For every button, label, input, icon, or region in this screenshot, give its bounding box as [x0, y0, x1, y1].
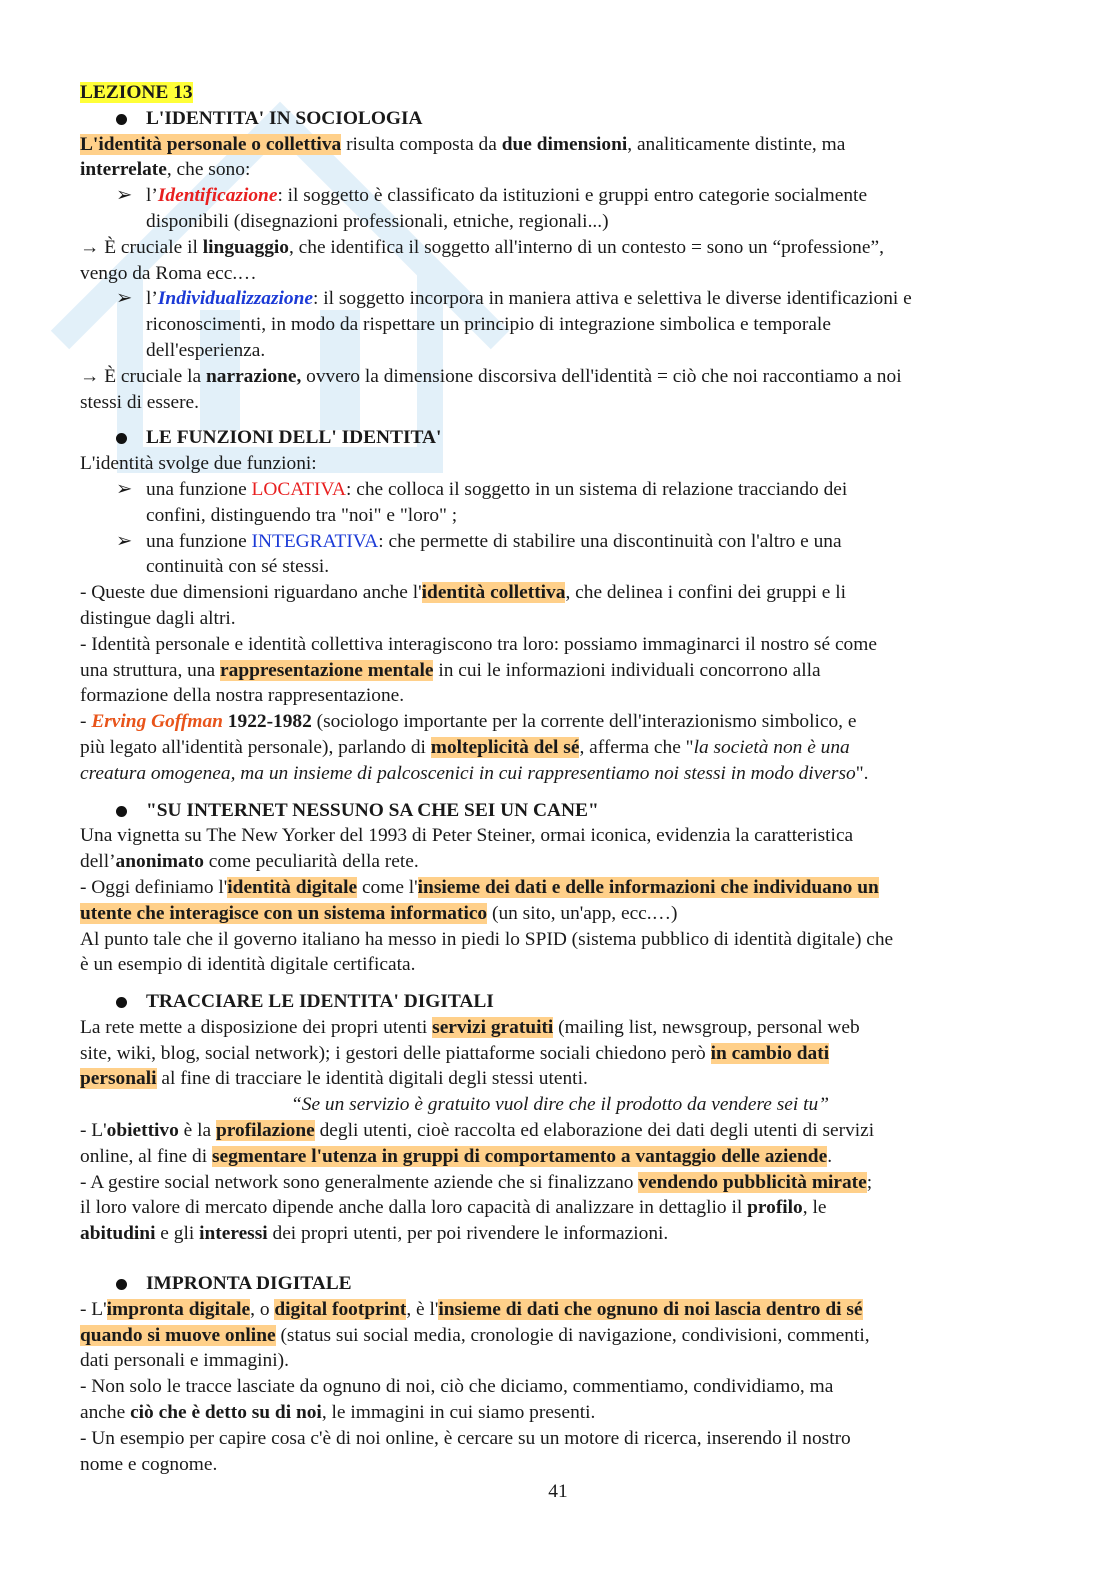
bullet-icon	[116, 806, 127, 817]
bullet-icon	[116, 433, 127, 444]
paragraph: - A gestire social network sono generalmente aziende che si finalizzano vendendo pubblicità mirate; il loro valore di mercato dipende anche dalla loro capacità di analizzare in dettaglio il profilo, le abitudini e gli interessi dei propri utenti, per poi rivendere le informazioni.	[80, 1171, 873, 1245]
quote: “Se un servizio è gratuito vuol dire che il prodotto da vendere sei tu”	[290, 1094, 829, 1116]
lesson-title: LEZIONE 13	[80, 82, 193, 103]
paragraph: → È cruciale la narrazione, ovvero la dimensione discorsiva dell'identità = ciò che noi raccontiamo a noi stessi di essere.	[80, 365, 902, 413]
list-item-identificazione: ➢ l’Identificazione: il soggetto è classificato da istituzioni e gruppi entro categorie socialmente disponibili (disegnazioni professionali, etniche, regionali...)	[116, 185, 868, 232]
section-heading-funzioni-identita: LE FUNZIONI DELL' IDENTITA'	[80, 425, 1040, 451]
bullet-icon	[116, 114, 127, 125]
paragraph: Al punto tale che il governo italiano ha messo in piedi lo SPID (sistema pubblico di identità digitale) che è un esempio di identità digitale certificata.	[80, 928, 894, 976]
document-page	[80, 80, 1040, 1477]
section-heading-identita-sociologia: L'IDENTITA' IN SOCIOLOGIA	[80, 106, 1040, 132]
paragraph: - L'obiettivo è la profilazione degli utenti, cioè raccolta ed elaborazione dei dati degli utenti di servizi online, al fine di segmentare l'utenza in gruppi di comportamento a vantaggio delle aziende.	[80, 1120, 875, 1167]
paragraph: - Queste due dimensioni riguardano anche l'identità collettiva, che delinea i confini dei gruppi e li distingue dagli altri.	[80, 582, 846, 629]
bullet-icon	[116, 997, 127, 1008]
paragraph: L'identità personale o collettiva risulta composta da due dimensioni, analiticamente distinte, ma interrelate, che sono:	[80, 133, 846, 181]
arrow-bullet-icon: ➢	[116, 478, 133, 500]
paragraph: - L'impronta digitale, o digital footprint, è l'insieme di dati che ognuno di noi lascia dentro di sé quando si muove online (status sui social media, cronologie di navigazione, condivisioni, commenti, dati personali e immagini).	[80, 1298, 870, 1372]
section-heading-internet-cane: "SU INTERNET NESSUNO SA CHE SEI UN CANE"	[80, 798, 1040, 824]
page-number: 41	[548, 1481, 568, 1502]
paragraph: - Non solo le tracce lasciate da ognuno di noi, ciò che diciamo, commentiamo, condividiamo, ma anche ciò che è detto su di noi, le immagini in cui siamo presenti.	[80, 1376, 834, 1424]
list-item-integrativa: ➢ una funzione INTEGRATIVA: che permette di stabilire una discontinuità con l'altro e una continuità con sé stessi.	[116, 530, 842, 578]
arrow-bullet-icon: ➢	[116, 530, 133, 552]
arrow-bullet-icon: ➢	[116, 185, 133, 207]
arrow-bullet-icon: ➢	[116, 288, 133, 310]
paragraph: Una vignetta su The New Yorker del 1993 di Peter Steiner, ormai iconica, evidenzia la caratteristica dell’anonimato come peculiarità della rete.	[80, 825, 854, 873]
bullet-icon	[116, 1279, 127, 1290]
list-item-individualizzazione: ➢ l’Individualizzazione: il soggetto incorpora in maniera attiva e selettiva le diverse identificazioni e riconoscimenti, in modo da rispettare un principio di integrazione simbolica e temporale dell'esperienza.	[116, 288, 912, 361]
paragraph: L'identità svolge due funzioni:	[80, 453, 317, 475]
section-heading-impronta-digitale: IMPRONTA DIGITALE	[80, 1271, 1040, 1297]
paragraph: → È cruciale il linguaggio, che identifica il soggetto all'interno di un contesto = sono un “professione”, vengo da Roma ecc.…	[80, 236, 884, 284]
paragraph: - Identità personale e identità collettiva interagiscono tra loro: possiamo immaginarci il nostro sé come una struttura, una rappresentazione mentale in cui le informazioni individuali concorrono alla formazione della nostra rappresentazione.	[80, 633, 877, 707]
section-heading-tracciare-identita: TRACCIARE LE IDENTITA' DIGITALI	[80, 989, 1040, 1015]
paragraph: - Un esempio per capire cosa c'è di noi online, è cercare su un motore di ricerca, inserendo il nostro nome e cognome.	[80, 1427, 851, 1475]
paragraph: - Erving Goffman 1922-1982 (sociologo importante per la corrente dell'interazionismo simbolico, e più legato all'identità personale), parlando di molteplicità del sé, afferma che "la società non è una creatura omogenea, ma un insieme di palcoscenici in cui rappresentiamo noi stessi in modo diverso".	[80, 711, 869, 784]
paragraph: - Oggi definiamo l'identità digitale come l'insieme dei dati e delle informazioni che individuano un utente che interagisce con un sistema informatico (un sito, un'app, ecc.…)	[80, 876, 879, 924]
list-item-locativa: ➢ una funzione LOCATIVA: che colloca il soggetto in un sistema di relazione tracciando dei confini, distinguendo tra "noi" e "loro" ;	[116, 478, 848, 526]
paragraph: La rete mette a disposizione dei propri utenti servizi gratuiti (mailing list, newsgroup, personal web site, wiki, blog, social network); i gestori delle piattaforme sociali chiedono però in cambio dati personali al fine di tracciare le identità digitali degli stessi utenti.	[80, 1016, 860, 1090]
